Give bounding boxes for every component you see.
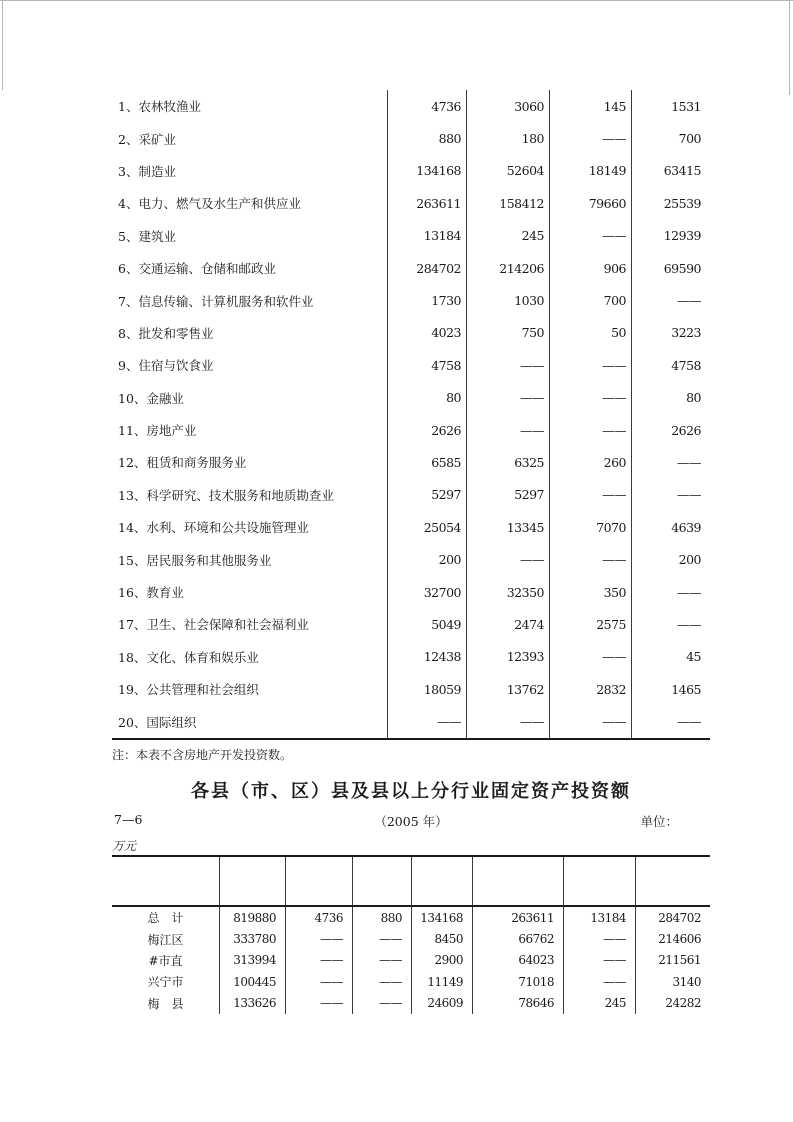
table-row — [112, 382, 710, 414]
industry-label: 5、建筑业 — [112, 220, 388, 252]
industry-value-col1: 263611 — [388, 187, 467, 219]
industry-value-col3: —— — [550, 705, 632, 737]
industry-value-col4: —— — [677, 454, 701, 470]
column-header — [220, 857, 286, 905]
industry-label: 13、科学研究、技术服务和地质勘查业 — [112, 479, 388, 511]
region-label: 总 计 — [112, 907, 220, 928]
table-row — [112, 511, 710, 543]
industry-value-col4: 1465 — [671, 681, 701, 697]
industry-value-col2: 750 — [467, 317, 550, 349]
industry-value-col4: 69590 — [663, 260, 701, 276]
region-label: 兴宁市 — [112, 971, 220, 992]
industry-label: 3、制造业 — [112, 155, 388, 187]
industry-value-col1: 25054 — [388, 511, 467, 543]
industry-value-col1: 200 — [388, 543, 467, 575]
industry-value-col4: 80 — [686, 390, 701, 406]
region-transport: 24282 — [665, 996, 701, 1011]
industry-value-col3: 906 — [550, 252, 632, 284]
table-row — [112, 220, 710, 252]
region-utilities: 263611 — [473, 907, 564, 928]
industry-label: 1、农林牧渔业 — [112, 90, 388, 122]
column-header — [473, 857, 564, 905]
region-utilities: 64023 — [473, 950, 564, 971]
industry-value-col2: —— — [467, 543, 550, 575]
table-row — [112, 576, 710, 608]
industry-value-col1: 4023 — [388, 317, 467, 349]
industry-label: 12、租赁和商务服务业 — [112, 446, 388, 478]
industry-value-col4: 3223 — [671, 325, 701, 341]
industry-value-col3: —— — [550, 122, 632, 154]
region-construction: —— — [564, 950, 636, 971]
industry-label: 11、房地产业 — [112, 414, 388, 446]
industry-value-col2: 6325 — [467, 446, 550, 478]
industry-value-col3: —— — [550, 220, 632, 252]
industry-value-col3: 700 — [550, 284, 632, 316]
industry-label: 18、文化、体育和娱乐业 — [112, 641, 388, 673]
table-row — [112, 155, 710, 187]
column-header — [286, 857, 353, 905]
page-title: 各县（市、区）县及县以上分行业固定资产投资额 — [191, 781, 631, 802]
industry-value-col4: —— — [677, 487, 701, 503]
region-construction: —— — [564, 971, 636, 992]
industry-value-col2: 158412 — [467, 187, 550, 219]
table-row — [112, 928, 710, 949]
industry-value-col4: —— — [677, 616, 701, 632]
industry-value-col4: 45 — [686, 649, 701, 665]
industry-value-col2: 180 — [467, 122, 550, 154]
region-transport: 214606 — [658, 932, 701, 947]
table-row — [112, 993, 710, 1014]
region-transport: 284702 — [658, 910, 701, 925]
table-row — [112, 907, 710, 928]
industry-value-col1: —— — [388, 705, 467, 737]
table-row — [112, 252, 710, 284]
industry-value-col4: —— — [677, 584, 701, 600]
region-mining: —— — [353, 971, 412, 992]
region-construction: 13184 — [564, 907, 636, 928]
industry-investment-table — [112, 90, 710, 740]
industry-value-col4: —— — [677, 714, 701, 730]
table-row — [112, 641, 710, 673]
industry-value-col2: —— — [467, 705, 550, 737]
industry-value-col3: 79660 — [550, 187, 632, 219]
column-header — [564, 857, 636, 905]
region-manufacturing: 24609 — [412, 993, 473, 1014]
unit-value: 万元 — [112, 839, 137, 853]
region-mining: —— — [353, 928, 412, 949]
industry-label: 14、水利、环境和公共设施管理业 — [112, 511, 388, 543]
region-utilities: 78646 — [473, 993, 564, 1014]
industry-value-col2: —— — [467, 414, 550, 446]
industry-value-col4: 4639 — [671, 519, 701, 535]
page-edge-right — [789, 0, 790, 95]
industry-value-col3: 350 — [550, 576, 632, 608]
region-manufacturing: 11149 — [412, 971, 473, 992]
table-row — [112, 543, 710, 575]
region-label: #市直 — [112, 950, 220, 971]
industry-label: 2、采矿业 — [112, 122, 388, 154]
region-mining: 880 — [353, 907, 412, 928]
table-year: （2005 年） — [374, 814, 448, 829]
industry-label: 15、居民服务和其他服务业 — [112, 543, 388, 575]
county-investment-table — [112, 855, 710, 1014]
industry-value-col3: —— — [550, 543, 632, 575]
column-header — [112, 857, 220, 905]
industry-value-col2: —— — [467, 349, 550, 381]
industry-value-col3: —— — [550, 479, 632, 511]
region-label: 梅 县 — [112, 993, 220, 1014]
table-row — [112, 317, 710, 349]
region-total: 313994 — [220, 950, 286, 971]
industry-value-col2: —— — [467, 382, 550, 414]
industry-value-col3: 50 — [550, 317, 632, 349]
industry-value-col2: 3060 — [467, 90, 550, 122]
page-edge-top — [0, 0, 793, 1]
industry-value-col2: 13762 — [467, 673, 550, 705]
industry-label: 10、金融业 — [112, 382, 388, 414]
region-total: 819880 — [220, 907, 286, 928]
county-table-body — [112, 907, 710, 1014]
region-construction: 245 — [564, 993, 636, 1014]
industry-value-col2: 2474 — [467, 608, 550, 640]
industry-value-col2: 214206 — [467, 252, 550, 284]
region-utilities: 71018 — [473, 971, 564, 992]
industry-value-col2: 52604 — [467, 155, 550, 187]
industry-value-col2: 13345 — [467, 511, 550, 543]
region-construction: —— — [564, 928, 636, 949]
region-farming: —— — [286, 971, 353, 992]
region-transport: 3140 — [672, 974, 701, 989]
industry-value-col3: 260 — [550, 446, 632, 478]
page-edge-left — [2, 0, 3, 90]
industry-value-col1: 5049 — [388, 608, 467, 640]
table-row — [112, 349, 710, 381]
industry-value-col2: 32350 — [467, 576, 550, 608]
industry-value-col3: 2575 — [550, 608, 632, 640]
industry-value-col1: 80 — [388, 382, 467, 414]
industry-value-col3: 7070 — [550, 511, 632, 543]
industry-label: 17、卫生、社会保障和社会福利业 — [112, 608, 388, 640]
industry-value-col1: 4758 — [388, 349, 467, 381]
industry-label: 16、教育业 — [112, 576, 388, 608]
industry-value-col3: 18149 — [550, 155, 632, 187]
industry-value-col3: 145 — [550, 90, 632, 122]
region-farming: 4736 — [286, 907, 353, 928]
industry-value-col4: 200 — [678, 552, 701, 568]
table-row — [112, 673, 710, 705]
industry-value-col3: —— — [550, 382, 632, 414]
table-row — [112, 608, 710, 640]
industry-value-col1: 13184 — [388, 220, 467, 252]
region-farming: —— — [286, 950, 353, 971]
industry-label: 6、交通运输、仓储和邮政业 — [112, 252, 388, 284]
industry-value-col1: 284702 — [388, 252, 467, 284]
table-note: 注：本表不含房地产开发投资数。 — [112, 748, 293, 762]
industry-label: 8、批发和零售业 — [112, 317, 388, 349]
industry-value-col4: 2626 — [671, 422, 701, 438]
table-row — [112, 705, 710, 737]
region-mining: —— — [353, 950, 412, 971]
table-row — [112, 479, 710, 511]
industry-value-col1: 880 — [388, 122, 467, 154]
industry-value-col4: 1531 — [671, 98, 701, 114]
industry-value-col1: 1730 — [388, 284, 467, 316]
industry-label: 7、信息传输、计算机服务和软件业 — [112, 284, 388, 316]
industry-value-col2: 5297 — [467, 479, 550, 511]
table-row — [112, 414, 710, 446]
table-row — [112, 446, 710, 478]
industry-value-col1: 32700 — [388, 576, 467, 608]
table-row — [112, 187, 710, 219]
unit-label: 单位： — [640, 814, 678, 829]
region-transport: 211561 — [658, 953, 701, 968]
industry-value-col3: 2832 — [550, 673, 632, 705]
industry-value-col4: 700 — [678, 131, 701, 147]
region-manufacturing: 2900 — [412, 950, 473, 971]
region-total: 333780 — [220, 928, 286, 949]
industry-value-col1: 134168 — [388, 155, 467, 187]
table-row — [112, 90, 710, 122]
industry-value-col3: —— — [550, 641, 632, 673]
industry-value-col1: 12438 — [388, 641, 467, 673]
industry-value-col4: —— — [677, 293, 701, 309]
column-header — [412, 857, 473, 905]
column-header — [636, 857, 710, 905]
region-manufacturing: 8450 — [412, 928, 473, 949]
table-row — [112, 971, 710, 992]
industry-value-col1: 2626 — [388, 414, 467, 446]
region-total: 133626 — [220, 993, 286, 1014]
industry-label: 19、公共管理和社会组织 — [112, 673, 388, 705]
industry-value-col2: 1030 — [467, 284, 550, 316]
table-meta — [112, 812, 710, 830]
county-table-header — [112, 857, 710, 907]
region-utilities: 66762 — [473, 928, 564, 949]
industry-value-col1: 6585 — [388, 446, 467, 478]
industry-value-col4: 25539 — [663, 195, 701, 211]
region-label: 梅江区 — [112, 928, 220, 949]
region-total: 100445 — [220, 971, 286, 992]
region-farming: —— — [286, 993, 353, 1014]
region-manufacturing: 134168 — [412, 907, 473, 928]
industry-value-col1: 18059 — [388, 673, 467, 705]
industry-value-col4: 63415 — [663, 163, 701, 179]
industry-value-col2: 12393 — [467, 641, 550, 673]
column-header — [353, 857, 412, 905]
industry-label: 9、住宿与饮食业 — [112, 349, 388, 381]
industry-value-col1: 5297 — [388, 479, 467, 511]
table-number: 7—6 — [114, 812, 143, 827]
industry-value-col2: 245 — [467, 220, 550, 252]
industry-label: 4、电力、燃气及水生产和供应业 — [112, 187, 388, 219]
industry-value-col4: 4758 — [671, 357, 701, 373]
industry-label: 20、国际组织 — [112, 705, 388, 737]
table-row — [112, 284, 710, 316]
region-mining: —— — [353, 993, 412, 1014]
region-farming: —— — [286, 928, 353, 949]
industry-value-col3: —— — [550, 349, 632, 381]
table-row — [112, 122, 710, 154]
industry-value-col3: —— — [550, 414, 632, 446]
table-row — [112, 950, 710, 971]
industry-value-col1: 4736 — [388, 90, 467, 122]
industry-value-col4: 12939 — [663, 228, 701, 244]
